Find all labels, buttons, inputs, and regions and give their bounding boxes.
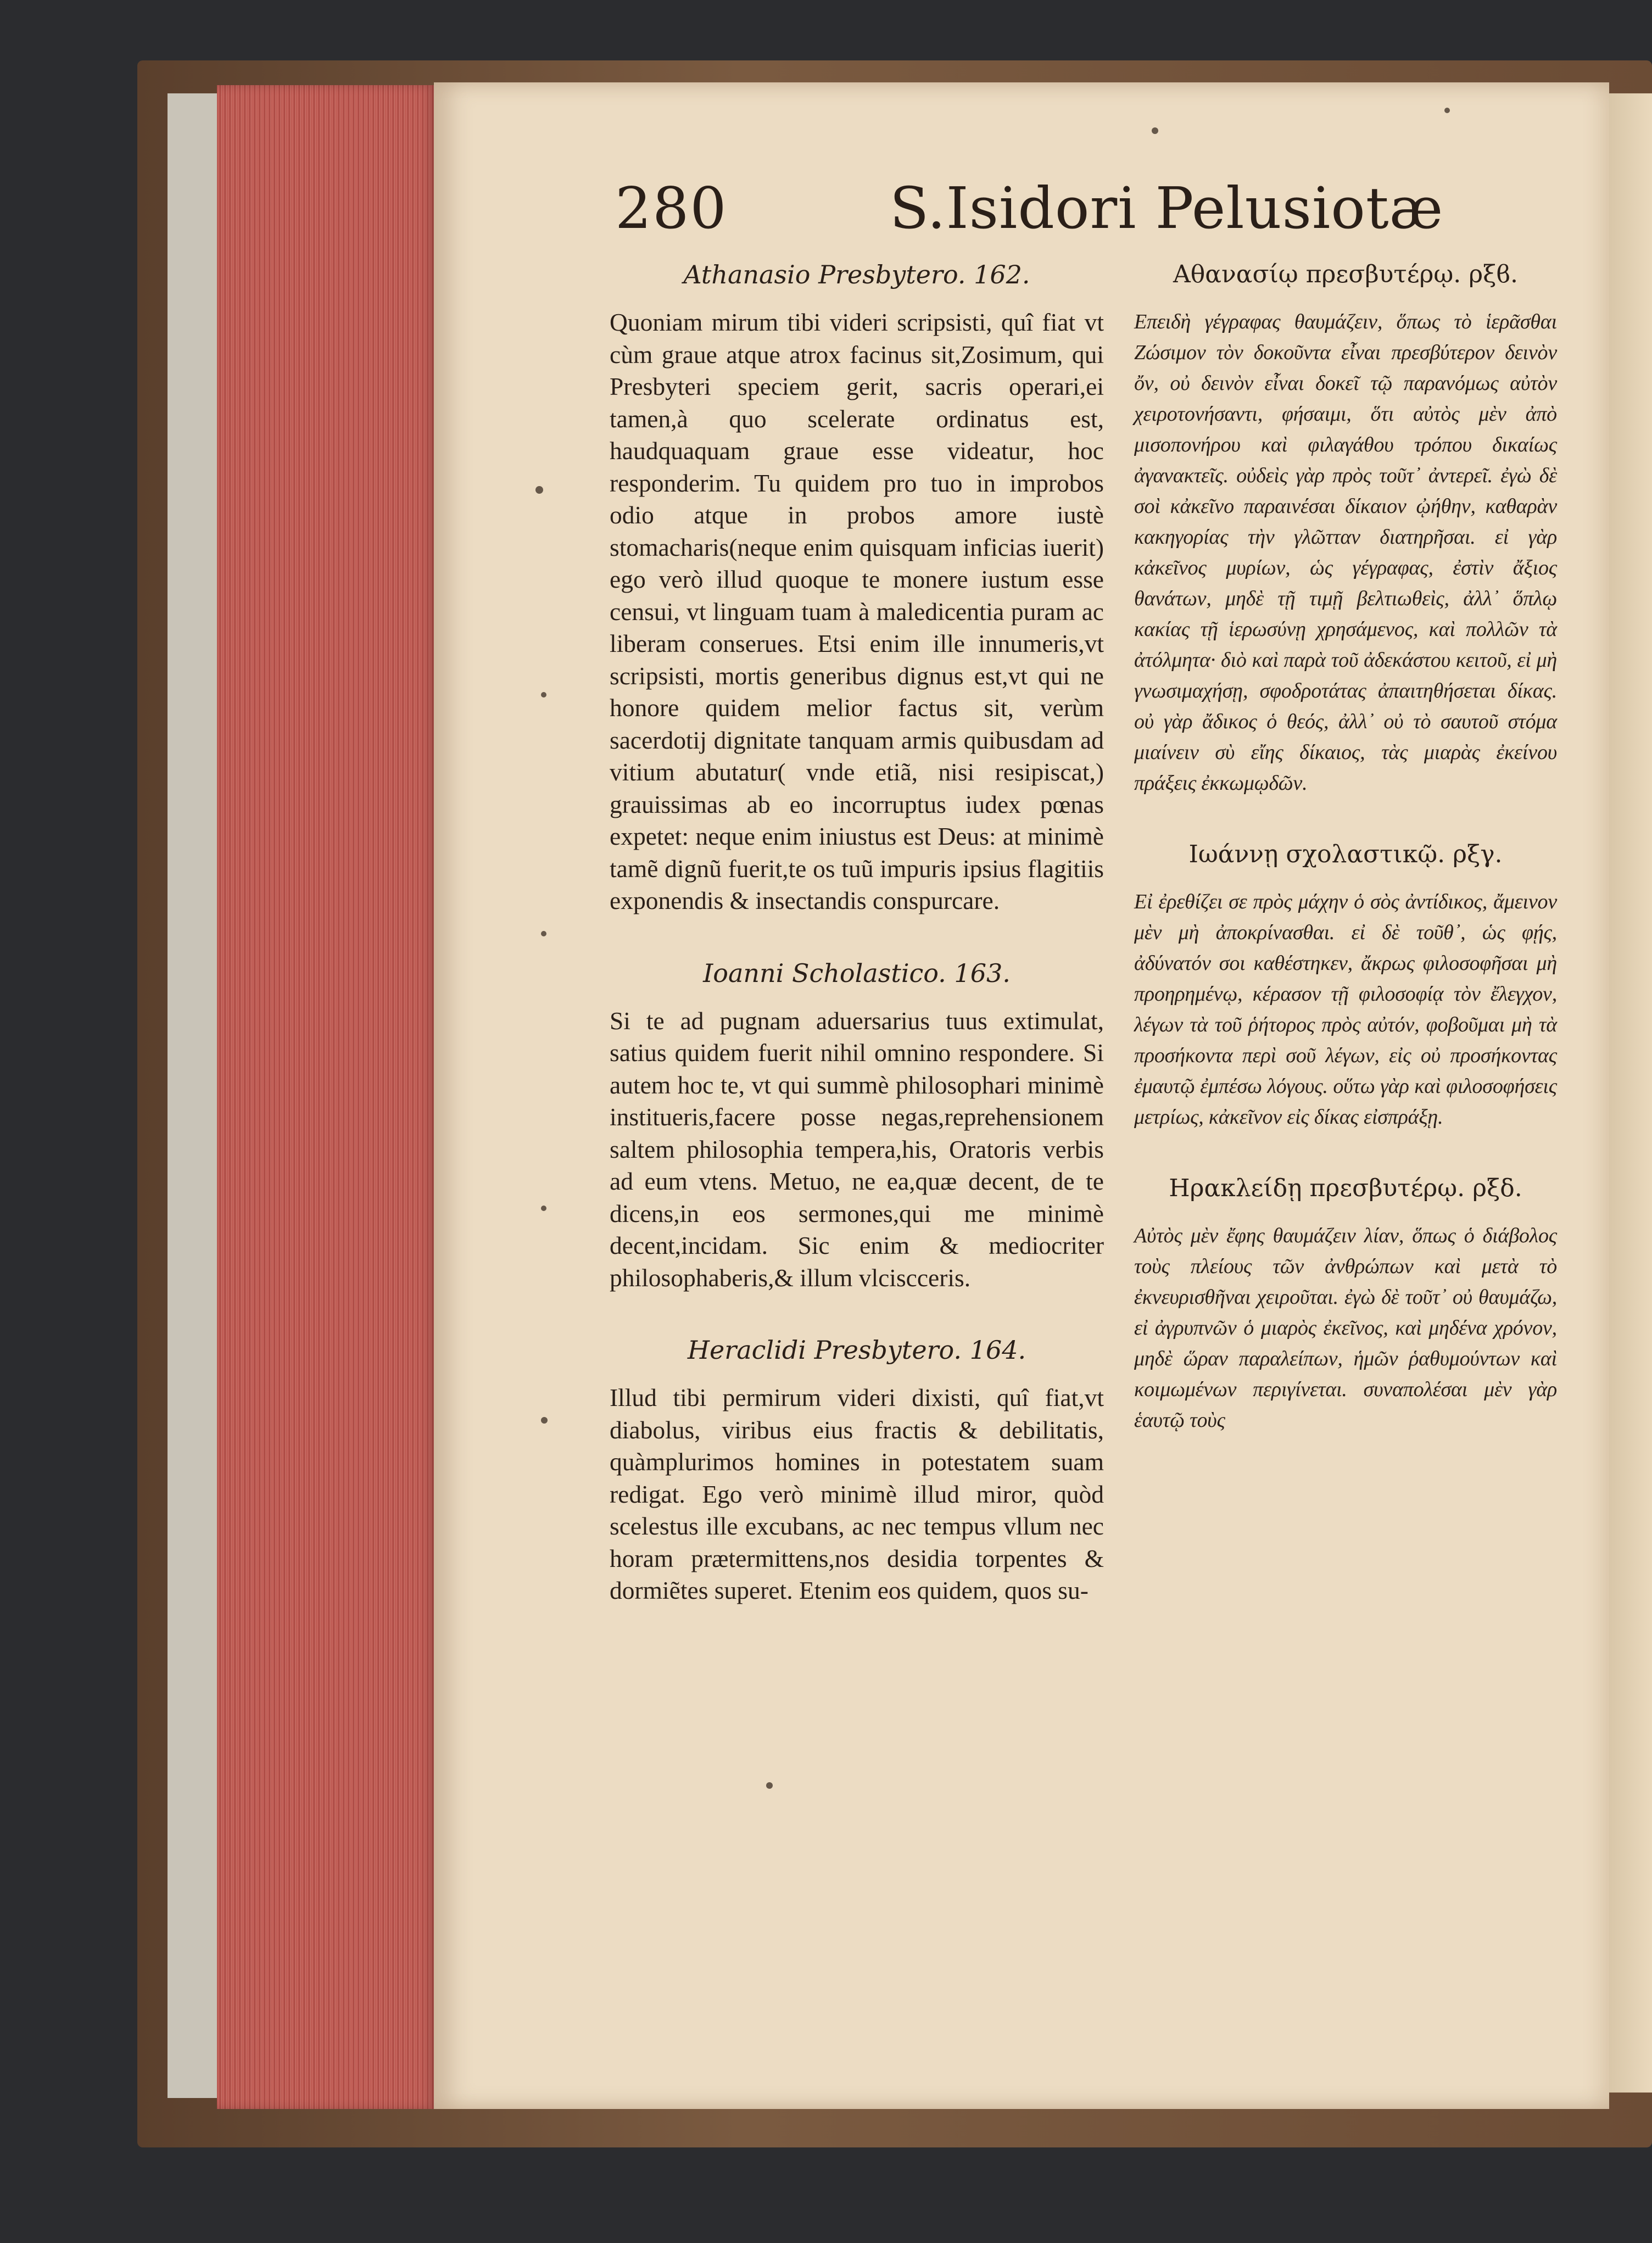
ink-speck <box>541 692 546 698</box>
letter-heading: Ηρακλείδῃ πρεσβυτέρῳ. ρξδ. <box>1169 1174 1522 1202</box>
greek-letter-162 <box>1134 258 1557 799</box>
letter-text: Αὐτὸς μὲν ἔφης θαυμάζειν λίαν, ὅπως ὁ διάβολος τοὺς πλείους τῶν ἀνθρώπων καὶ μετὰ τὸ ἐκνευρισθῆναι χειροῦται. ἐγὼ δὲ τοῦτ᾽ οὐ θαυμάζω, εἰ ἀγρυπνῶν ὁ μιαρὸς ἐκεῖνος, καὶ μηδένα χρόνον, μηδὲ ὥραν παραλείπων, ἡμῶν ῥαθυμούντων καὶ κοιμωμένων περιγίνεται. συναπολέσαι μὲν γὰρ ἑαυτῷ τοὺς <box>1134 1224 1557 1432</box>
ink-speck <box>1152 127 1158 134</box>
letter-text: Quoniam mirum tibi videri scripsisti, quî fiat vt cùm graue atque atrox facinus sit,Zosimum, qui Presbyteri speciem gerit, sacris operari,ei tamen,à quo scelerate ordinatus est, haudquaquam graue esse videatur, hoc responderim. Tu quidem pro tuo in improbos odio atque in probos amore iustè stomacharis(neque enim quisquam inficias iuerit) ego verò illud quoque te monere iustum esse censui, vt linguam tuam à maledicentia puram ac liberam conserues. Etsi enim ille innumeris,vt scripsisti, mortis generibus dignus est,vt qui ne honore quidem melior factus sit, verùm sacerdotij dignitate tanquam armis quibusdam ad vitium abutatur( vnde etiã, nisi resipiscat,) grauissimas ab eo incorruptus iudex pœnas expetet: neque enim iniustus est Deus: at minimè tamẽ dignũ fuerit,te os tuũ impuris ipsius flagitiis exponendis & insectandis conspurcare. <box>610 308 1104 914</box>
latin-letter-163 <box>610 957 1104 1295</box>
ink-speck <box>1444 108 1450 113</box>
ink-speck <box>541 1206 546 1211</box>
ink-speck <box>541 1417 548 1424</box>
facing-page-edge <box>1609 93 1652 2093</box>
letter-text: Εἰ ἐρεθίζει σε πρὸς μάχην ὁ σὸς ἀντίδικος, ἄμεινον μὲν μὴ ἀποκρίνασθαι. εἰ δὲ τοῦθ᾽, ὡς φῄς, ἀδύνατόν σοι καθέστηκεν, ἄκρως φιλοσοφῆσαι μὴ προηρημένῳ, κέρασον τῇ φιλοσοφίᾳ τὸν ἔλεγχον, λέγων τὰ τοῦ ῥήτορος πρὸς αὐτόν, φοβοῦμαι μὴ τὰ προσήκοντα περὶ σοῦ λέγων, εἰς οὐ προσήκοντας ἐμαυτῷ ἐμπέσω λόγους. οὕτω γὰρ καὶ φιλοσοφήσεις μετρίως, κἀκεῖνον εἰς δίκας εἰσπράξῃ. <box>1134 890 1557 1129</box>
page-number: 280 <box>615 175 728 242</box>
ink-speck <box>541 931 546 936</box>
red-page-edges <box>217 85 437 2109</box>
latin-letter-162 <box>610 258 1104 917</box>
ink-speck <box>535 486 543 494</box>
greek-column <box>1134 258 1557 1475</box>
greek-letter-163 <box>1134 838 1557 1132</box>
letter-text: Επειδὴ γέγραφας θαυμάζειν, ὅπως τὸ ἱερᾶσθαι Ζώσιμον τὸν δοκοῦντα εἶναι πρεσβύτερον δεινὸν ὄν, οὐ δεινὸν εἶναι δοκεῖ τῷ παρανόμως αὐτὸν χειροτονήσαντι, φήσαιμι, ὅτι αὐτὸς μὲν ἀπὸ μισοπονήρου καὶ φιλαγάθου τρόπου δικαίως ἀγανακτεῖς. οὐδεὶς γὰρ πρὸς τοῦτ᾽ ἀντερεῖ. ἐγὼ δὲ σοὶ κἀκεῖνο παραινέσαι δίκαιον ᾠήθην, καθαρὰν κακηγορίας τὴν γλῶτταν διατηρῆσαι. εἰ γὰρ κἀκεῖνος μυρίων, ὡς γέγραφας, ἐστὶν ἄξιος θανάτων, μηδὲ τῇ τιμῇ βελτιωθεὶς, ἀλλ᾽ ὅπλῳ κακίας τῇ ἱερωσύνῃ χρησάμενος, καὶ πολλῶν τὰ ἀτόλμητα· διὸ καὶ παρὰ τοῦ ἀδεκάστου κειτοῦ, εἰ μὴ γνωσιμαχήσῃ, σφοδροτάτας ἀπαιτηθήσεται δίκας. οὐ γὰρ ἄδικος ὁ θεός, ἀλλ᾽ οὐ τὸ σαυτοῦ στόμα μιαίνειν σὺ εἴης δίκαιος, τὰς μιαρὰς ἐκείνου πράξεις ἐκκωμῳδῶν. <box>1134 310 1557 795</box>
greek-letter-164 <box>1134 1172 1557 1436</box>
ink-speck <box>766 1782 773 1789</box>
running-title: S.Isidori Pelusiotæ <box>890 175 1444 242</box>
letter-heading: Athanasio Presbytero. 162. <box>683 260 1030 289</box>
latin-column <box>610 258 1104 1647</box>
letter-heading: Αθανασίῳ πρεσβυτέρῳ. ρξϐ. <box>1173 260 1518 288</box>
letter-heading: Ioanni Scholastico. 163. <box>703 958 1011 988</box>
letter-heading: Heraclidi Presbytero. 164. <box>687 1335 1026 1365</box>
letter-heading: Ιωάννῃ σχολαστικῷ. ρξγ. <box>1188 840 1503 868</box>
letter-text: Illud tibi permirum videri dixisti, quî fiat,vt diabolus, viribus eius fractis & debilitatis, quàmplurimos homines in potestatem suam redigat. Ego verò minimè illud miror, quòd scelestus ille excubans, ac nec tempus vllum nec horam prætermittens,nos desidia torpentes & dormiẽtes superet. Etenim eos quidem, quos su- <box>610 1383 1104 1604</box>
endpaper <box>168 93 220 2098</box>
letter-text: Si te ad pugnam aduersarius tuus extimulat, satius quidem fuerit nihil omnino respondere. Si autem hoc te, vt qui summè philosophari minimè institueris,facere posse negas,reprehensionem saltem philosophia tempera,his, Oratoris verbis ad eum vtens. Metuo, ne ea,quæ decent, de te dicens,in eos sermones,qui me minimè decent,incidam. Sic enim & mediocriter philosophaberis,& illum vlciscceris. <box>610 1006 1104 1292</box>
latin-letter-164 <box>610 1333 1104 1607</box>
